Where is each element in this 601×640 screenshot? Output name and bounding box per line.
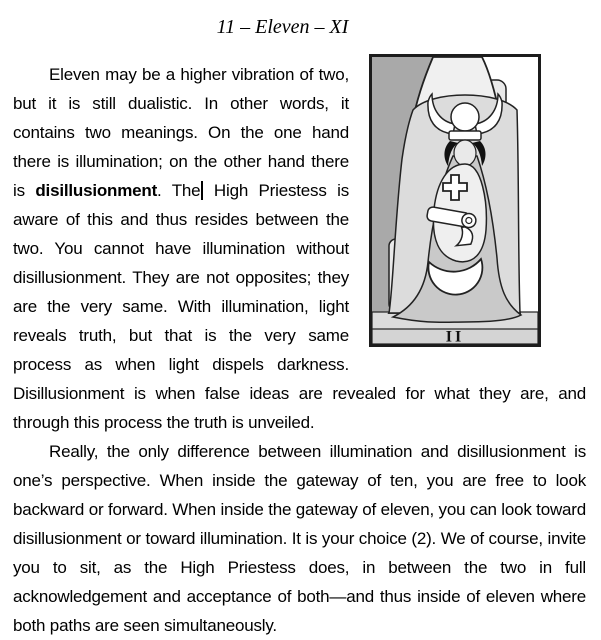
card-numeral: II	[445, 328, 465, 346]
bold-word-disillusionment: disillusionment	[35, 181, 158, 200]
document-body[interactable]	[13, 60, 586, 640]
high-priestess-card	[369, 54, 541, 347]
crown-band	[449, 131, 481, 140]
tarot-card-illustration	[369, 54, 541, 347]
paragraph-2[interactable]: Really, the only difference between illumination and disillusionment is one’s perspective. When inside the gateway of ten, you are free to look backward or forward. When inside the gateway of eleven, you can look toward disillusionment or toward illumination. It is your choice (2). We of course, invite you to sit, as the High Priestess does, in between the two in full acknowledgement and acceptance of both—and thus inside of eleven where both paths are seen simultaneously.	[13, 442, 586, 635]
page-title: 11 – Eleven – XI	[216, 16, 349, 38]
crown-moon-disc	[451, 103, 479, 131]
p1-text-after-bold: . The	[157, 181, 201, 200]
p1-text-before-bold: Eleven may be a higher vibration of two, but it is still dualistic. In other words, it contains two meanings. On the one hand there is illumination; on the other hand there is	[13, 65, 349, 200]
face	[454, 140, 476, 166]
p1-text-after-caret: High Priestess is aware of this and thus resides between the two. You cannot have illumination without disillusionment. They are not opposites; they are the very same. With illumination, light reveals truth, but that is the very same process as when light dispels darkness. Disillusionment is when false ideas are revealed for what they are, and through this process the truth is unveiled.	[13, 181, 586, 432]
